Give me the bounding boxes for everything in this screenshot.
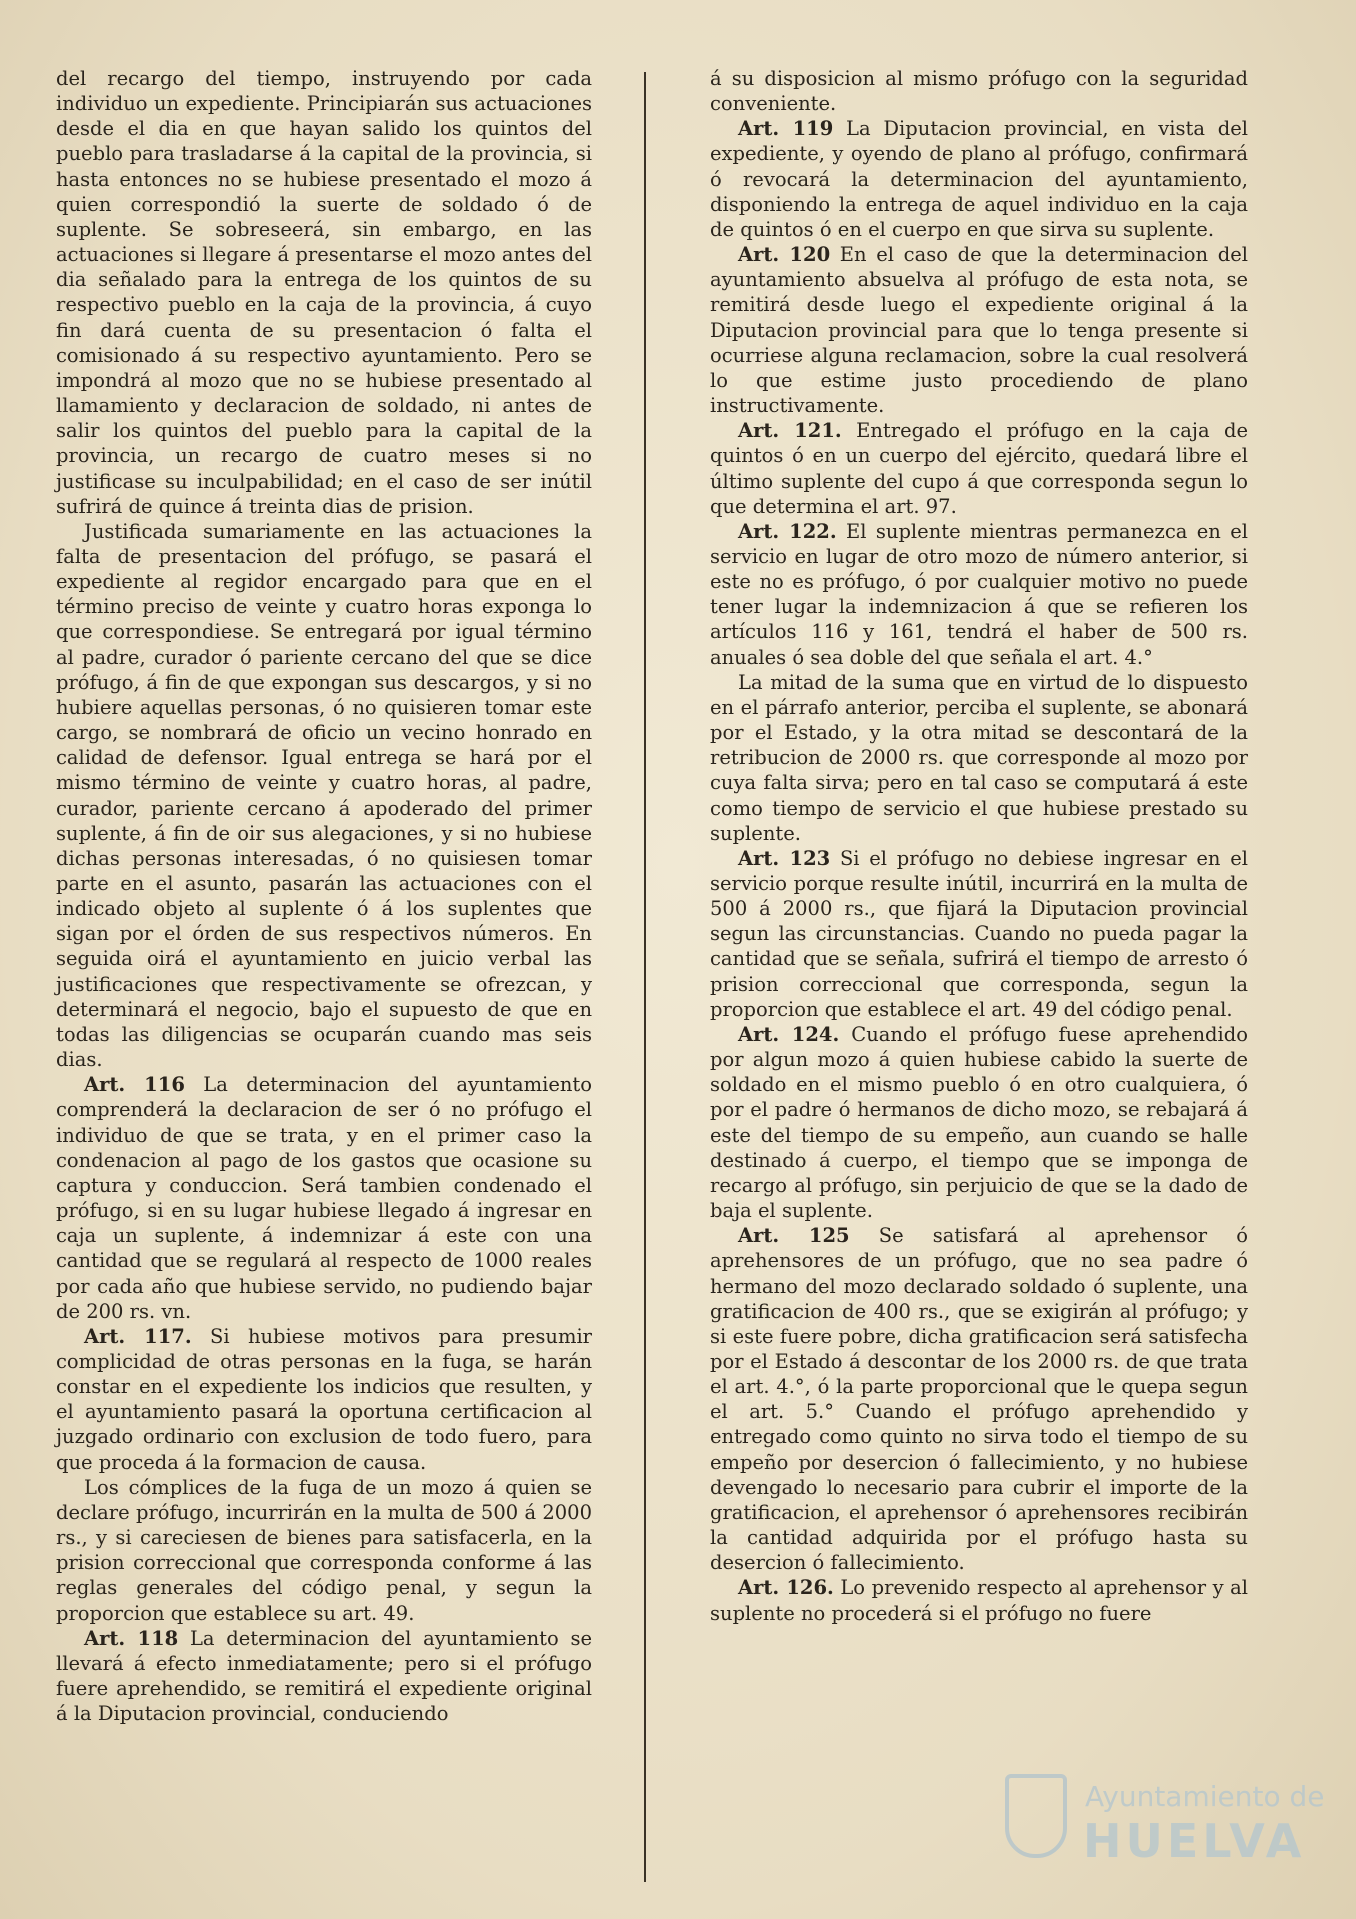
paragraph-recargo: del recargo del tiempo, instruyendo por cada individuo un expediente. Principiarán sus actuaciones desde el dia en que hayan salido los quintos del pueblo para trasladarse á la capital de la provincia, si hasta entonces no se hubiese presentado el mozo á quien correspondió la suerte de soldado ó de suplente. Se sobreseerá, sin embargo, en las actuaciones si llegare á presentarse el mozo antes del dia señalado para la entrega de los quintos de su respectivo pueblo en la caja de la provincia, á cuyo fin dará cuenta de su presentacion ó falta el comisionado á su respectivo ayuntamiento. Pero se impondrá al mozo que no se hubiese presentado al llamamiento y declaracion de soldado, ni antes de salir los quintos del pueblo para la capital de la provincia, un recargo de cuatro meses si no justificase su inculpabilidad; en el caso de ser inútil sufrirá de quince á treinta dias de prision. <box>56 67 592 518</box>
article-text: Lo prevenido respecto al aprehensor y al suplente no procederá si el prófugo no fuere <box>710 1576 1249 1625</box>
watermark-line1: Ayuntamiento de <box>1085 1780 1325 1813</box>
article-label: Art. 119 <box>738 117 834 141</box>
article-122 <box>710 519 1248 670</box>
article-124 <box>710 1022 1248 1223</box>
article-text: La determinacion del ayuntamiento comprenderá la declaracion de ser ó no prófugo el individuo de que se trata, y en el primer caso la condenacion al pago de los gastos que ocasione su captura y conduccion. Será tambien condenado el prófugo, si en su lugar hubiese llegado á ingresar en caja un suplente, á indemnizar á este con una cantidad que se regulará al respecto de 1000 reales por cada año que hubiese servido, no pudiendo bajar de 200 rs. vn. <box>56 1073 592 1323</box>
article-119 <box>710 116 1248 242</box>
paragraph-justificada: Justificada sumariamente en las actuaciones la falta de presentacion del prófugo, se pasará el expediente al regidor encargado para que en el término preciso de veinte y cuatro horas exponga lo que correspondiese. Se entregará por igual término al padre, curador ó pariente cercano del que se dice prófugo, á fin de que expongan sus descargos, y si no hubiere aquellas personas, ó no quisieren tomar este cargo, se nombrará de oficio un vecino honrado en calidad de defensor. Igual entrega se hará por el mismo término de veinte y cuatro horas, al padre, curador, pariente cercano á apoderado del primer suplente, á fin de oir sus alegaciones, y si no hubiese dichas personas interesadas, ó no quisiesen tomar parte en el asunto, pasarán las actuaciones con el indicado objeto al suplente ó á los suplentes que sigan por el órden de sus respectivos números. En seguida oirá el ayuntamiento en juicio verbal las justificaciones que respectivamente se ofrezcan, y determinará el negocio, bajo el supuesto de que en todas las diligencias se ocuparán cuando mas seis dias. <box>56 519 592 1072</box>
article-text: Si hubiese motivos para presumir complicidad de otras personas en la fuga, se harán constar en el expediente los indicios que resulten, y el ayuntamiento pasará la oportuna certificacion al juzgado ordinario con exclusion de todo fuero, para que proceda á la formacion de causa. <box>56 1324 593 1474</box>
article-text: Si el prófugo no debiese ingresar en el servicio porque resulte inútil, incurrirá en la multa de 500 á 2000 rs., que fijará la Diputacion provincial segun las circunstancias. Cuando no pueda pagar la cantidad que se señala, sufrirá el tiempo de arresto ó prision correccional que corresponda, segun la proporcion que establece el art. 49 del código penal. <box>710 846 1248 1021</box>
crest-icon <box>1005 1774 1067 1858</box>
article-text: La determinacion del ayuntamiento se llevará á efecto inmediatamente; pero si el prófugo fuere aprehendido, se remitirá el expediente original á la Diputacion provincial, conduciendo <box>56 1626 592 1726</box>
right-column <box>710 66 1248 1626</box>
article-label: Art. 120 <box>738 243 831 267</box>
article-120 <box>710 242 1248 418</box>
article-text: La Diputacion provincial, en vista del expediente, y oyendo de plano al prófugo, confirmará ó revocará la determinacion del ayuntamiento, disponiendo la entrega de aquel individuo en la caja de quintos ó en el cuerpo en que sirva su suplente. <box>710 117 1248 241</box>
article-117 <box>56 1324 592 1475</box>
article-125 <box>710 1223 1248 1575</box>
article-118 <box>56 1626 592 1727</box>
article-label: Art. 117. <box>84 1324 192 1348</box>
article-121 <box>710 418 1248 519</box>
article-text: Se satisfará al aprehensor ó aprehensores de un prófugo, que no sea padre ó hermano del mozo declarado soldado ó suplente, una gratificacion de 400 rs., que se exigirán al prófugo; y si este fuere pobre, dicha gratificacion será satisfecha por el Estado á descontar de los 2000 rs. de que trata el art. 4.°, ó la parte proporcional que le quepa segun el art. 5.° Cuando el prófugo aprehendido y entregado como quinto no sirva todo el tiempo de su empeño por desercion ó fallecimiento, y no hubiese devengado lo necesario para cubrir el importe de la gratificacion, el aprehensor ó aprehensores recibirán la cantidad adquirida por el prófugo hasta su desercion ó fallecimiento. <box>710 1224 1248 1575</box>
left-column <box>56 66 592 1726</box>
paragraph-mitad: La mitad de la suma que en virtud de lo dispuesto en el párrafo anterior, perciba el suplente, se abonará por el Estado, y la otra mitad se descontará de la retribucion de 2000 rs. que corresponde al mozo por cuya falta sirva; pero en tal caso se computará á este como tiempo de servicio el que hubiese prestado su suplente. <box>710 670 1248 845</box>
article-label: Art. 121. <box>738 419 842 443</box>
article-label: Art. 124. <box>738 1022 840 1046</box>
article-label: Art. 123 <box>738 846 831 870</box>
article-text: El suplente mientras permanezca en el servicio en lugar de otro mozo de número anterior, si este no es prófugo, ó por cualquier motivo no puede tener lugar la indemnizacion á que se refieren los artículos 116 y 161, tendrá el haber de 500 rs. anuales ó sea doble del que señala el art. 4.° <box>710 519 1248 669</box>
article-label: Art. 125 <box>738 1224 850 1248</box>
article-label: Art. 122. <box>738 519 837 543</box>
article-text: Cuando el prófugo fuese aprehendido por algun mozo á quien hubiese cabido la suerte de soldado en el mismo pueblo ó en otro cualquiera, ó por el padre ó hermanos de dicho mozo, se rebajará á este del tiempo de su empeño, aun cuando se halle destinado á cuerpo, el tiempo que se imponga de recargo al prófugo, sin perjuicio de que se la dado de baja el suplente. <box>710 1022 1248 1223</box>
article-text: En el caso de que la determinacion del ayuntamiento absuelva al prófugo de esta nota, se remitirá desde luego el expediente original á la Diputacion provincial para que lo tenga presente si ocurriese alguna reclamacion, sobre la cual resolverá lo que estime justo procediendo de plano instructivamente. <box>710 243 1248 418</box>
archive-watermark <box>1005 1768 1325 1878</box>
article-116 <box>56 1072 592 1324</box>
article-label: Art. 126. <box>738 1576 834 1600</box>
paragraph-continuation: á su disposicion al mismo prófugo con la seguridad conveniente. <box>710 67 1248 116</box>
article-label: Art. 118 <box>84 1626 179 1650</box>
watermark-line2: HUELVA <box>1083 1814 1306 1868</box>
article-text: Entregado el prófugo en la caja de quintos ó en un cuerpo del ejército, quedará libre el último suplente del cupo á que corresponda segun lo que determina el art. 97. <box>710 419 1249 518</box>
paragraph-complices: Los cómplices de la fuga de un mozo á quien se declare prófugo, incurrirán en la multa de 500 á 2000 rs., y si careciesen de bienes para satisfacerla, en la prision correccional que corresponda conforme á las reglas generales del código penal, y segun la proporcion que establece su art. 49. <box>56 1475 592 1625</box>
article-126 <box>710 1575 1248 1625</box>
article-label: Art. 116 <box>84 1073 185 1097</box>
article-123 <box>710 846 1248 1022</box>
column-divider <box>644 72 646 1882</box>
